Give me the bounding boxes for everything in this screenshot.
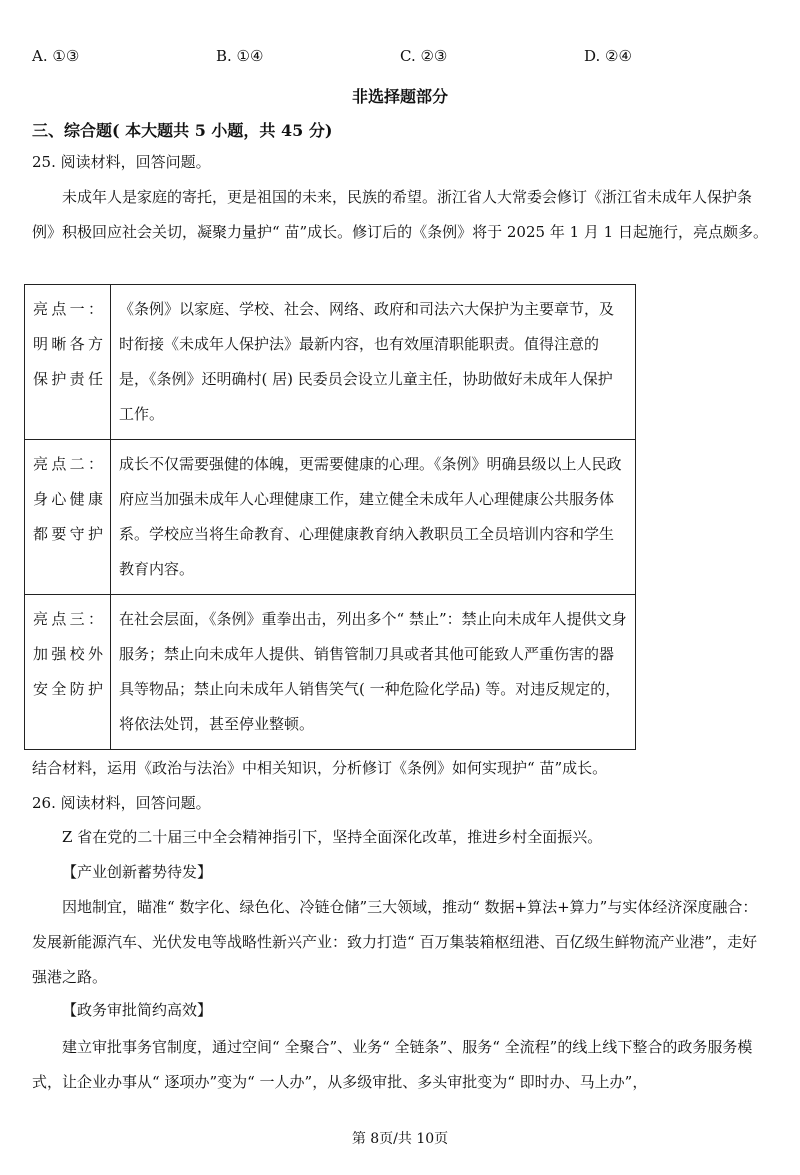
- q25-number: 25. 阅读材料，回答问题。: [32, 153, 211, 171]
- highlight-label: 亮点二：身心健康都要守护: [25, 440, 111, 595]
- q26-sub2-heading: 【政务审批简约高效】: [62, 1001, 213, 1019]
- highlight-body: 《条例》以家庭、学校、社会、网络、政府和司法六大保护为主要章节，及时衔接《未成年人保护法》最新内容，也有效厘清职能职责。值得注意的是，《条例》还明确村( 居) 民委员会设立儿童主任，协助做好未成年人保护工作。: [111, 285, 636, 440]
- choice-a: A. ①③: [32, 47, 80, 65]
- table-row: [25, 440, 636, 595]
- choice-c: C. ②③: [400, 47, 448, 65]
- table-row: [25, 285, 636, 440]
- q25-intro: 未成年人是家庭的寄托，更是祖国的未来，民族的希望。浙江省人大常委会修订《浙江省未成年人保护条例》积极回应社会关切，凝聚力量护“ 苗”成长。修订后的《条例》将于 2025 年 1 月 1 日起施行，亮点颇多。: [32, 188, 768, 241]
- q26-number: 26. 阅读材料，回答问题。: [32, 794, 211, 812]
- choice-d: D. ②④: [584, 47, 632, 65]
- highlight-body: 在社会层面，《条例》重拳出击，列出多个“ 禁止”：禁止向未成年人提供文身服务；禁止向未成年人提供、销售管制刀具或者其他可能致人严重伤害的器具等物品；禁止向未成年人销售笑气( 一种危险化学品) 等。对违反规定的，将依法处罚，甚至停业整顿。: [111, 595, 636, 750]
- q25-question: 结合材料，运用《政治与法治》中相关知识，分析修订《条例》如何实现护“ 苗”成长。: [32, 759, 608, 777]
- table-row: [25, 595, 636, 750]
- q26-intro: Z 省在党的二十届三中全会精神指引下，坚持全面深化改革，推进乡村全面振兴。: [62, 828, 603, 846]
- part-heading: 三、综合题( 本大题共 5 小题，共 45 分): [32, 121, 333, 140]
- highlight-body: 成长不仅需要强健的体魄，更需要健康的心理。《条例》明确县级以上人民政府应当加强未成年人心理健康工作，建立健全未成年人心理健康公共服务体系。学校应当将生命教育、心理健康教育纳入教职员工全员培训内容和学生教育内容。: [111, 440, 636, 595]
- page-footer: 第 8页/共 10页: [351, 1131, 449, 1147]
- choice-b: B. ①④: [216, 47, 264, 65]
- q26-sub1-heading: 【产业创新蓄势待发】: [62, 863, 213, 881]
- highlight-label: 亮点三：加强校外安全防护: [25, 595, 111, 750]
- q26-sub1-body: 因地制宜，瞄准“ 数字化、绿色化、冷链仓储”三大领域，推动“ 数据+算法+算力”与实体经济深度融合：发展新能源汽车、光伏发电等战略性新兴产业：致力打造“ 百万集装箱枢纽港、百亿级生鲜物流产业港”，走好强港之路。: [32, 898, 758, 986]
- q26-sub2-body: 建立审批事务官制度，通过空间“ 全聚合”、业务“ 全链条”、服务“ 全流程”的线上线下整合的政务服务模式，让企业办事从“ 逐项办”变为“ 一人办”，从多级审批、多头审批变为“ 即时办、马上办”，: [32, 1038, 753, 1091]
- section-title: 非选择题部分: [351, 87, 448, 106]
- highlights-table: [24, 284, 636, 750]
- highlight-label: 亮点一：明晰各方保护责任: [25, 285, 111, 440]
